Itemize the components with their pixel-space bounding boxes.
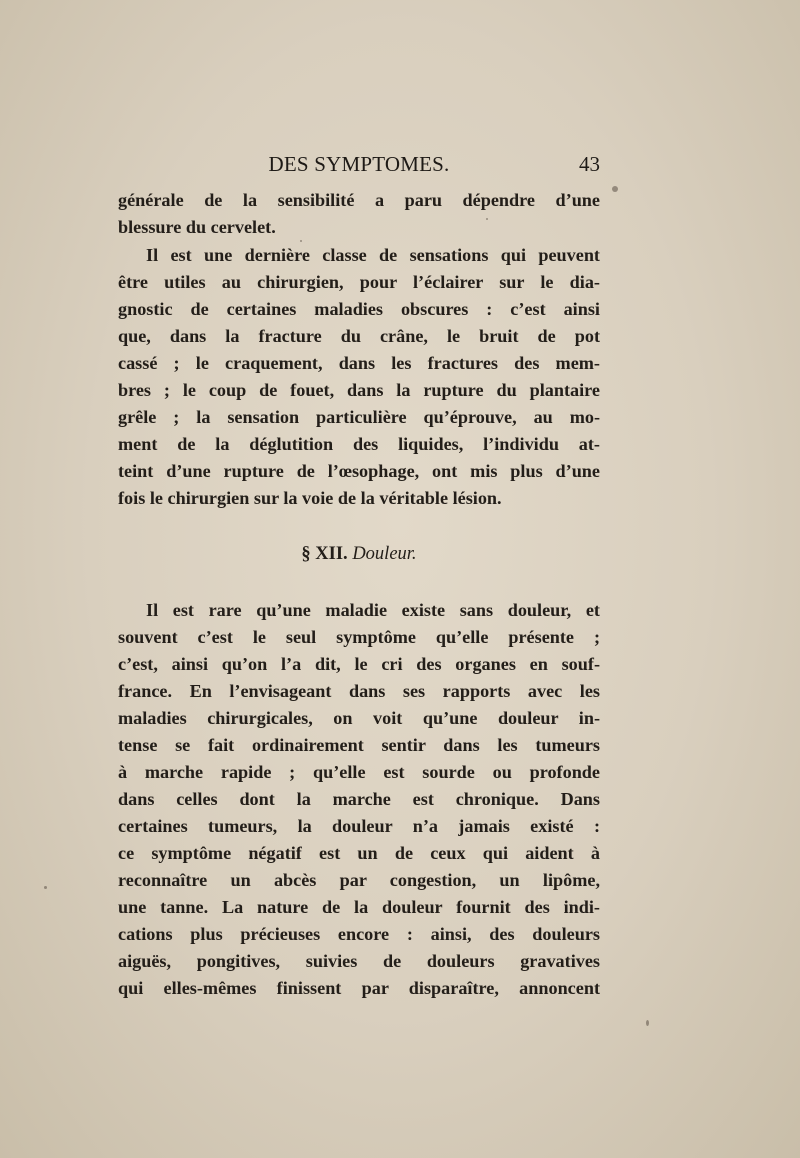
text-line: maladies chirurgicales, on voit qu’une douleur in- xyxy=(118,708,600,728)
paragraph-sensations xyxy=(118,242,600,512)
paragraph-continuation xyxy=(118,187,600,241)
paper-speck xyxy=(612,186,618,192)
paper-speck xyxy=(646,1020,649,1026)
page-number: 43 xyxy=(579,152,600,176)
text-line: dans celles dont la marche est chronique. Dans xyxy=(118,789,600,809)
text-line: blessure du cervelet. xyxy=(118,217,276,237)
text-line: tense se fait ordinairement sentir dans les tumeurs xyxy=(118,735,600,755)
running-title: DES SYMPTOMES. xyxy=(268,152,450,176)
text-line: qui elles-mêmes finissent par disparaître, annoncent xyxy=(118,978,600,998)
text-line: aiguës, pongitives, suivies de douleurs gravatives xyxy=(118,951,600,971)
text-line: Il est rare qu’une maladie existe sans douleur, et xyxy=(146,600,600,620)
text-line: Il est une dernière classe de sensations qui peuvent xyxy=(146,245,600,265)
text-line: cassé ; le craquement, dans les fractures des mem- xyxy=(118,353,600,373)
text-line: france. En l’envisageant dans ses rapports avec les xyxy=(118,681,600,701)
paper-speck xyxy=(486,218,488,220)
text-line: bres ; le coup de fouet, dans la rupture du plantaire xyxy=(118,380,600,400)
text-line: gnostic de certaines maladies obscures : c’est ainsi xyxy=(118,299,600,319)
section-heading xyxy=(118,544,600,565)
section-number: § XII. xyxy=(301,544,348,564)
page-header xyxy=(118,152,600,182)
text-line: teint d’une rupture de l’œsophage, ont mis plus d’une xyxy=(118,461,600,481)
text-line: une tanne. La nature de la douleur fournit des indi- xyxy=(118,897,600,917)
paragraph-douleur xyxy=(118,597,600,1002)
text-line: c’est, ainsi qu’on l’a dit, le cri des organes en souf- xyxy=(118,654,600,674)
text-line: grêle ; la sensation particulière qu’éprouve, au mo- xyxy=(118,407,600,427)
paper-speck xyxy=(300,240,302,242)
text-line: fois le chirurgien sur la voie de la véritable lésion. xyxy=(118,488,502,508)
text-line: que, dans la fracture du crâne, le bruit de pot xyxy=(118,326,600,346)
text-line: ce symptôme négatif est un de ceux qui aident à xyxy=(118,843,600,863)
text-line: reconnaître un abcès par congestion, un lipôme, xyxy=(118,870,600,890)
text-line: certaines tumeurs, la douleur n’a jamais existé : xyxy=(118,816,600,836)
text-line: cations plus précieuses encore : ainsi, des douleurs xyxy=(118,924,600,944)
section-title: Douleur. xyxy=(352,544,417,564)
text-line: souvent c’est le seul symptôme qu’elle présente ; xyxy=(118,627,600,647)
text-line: à marche rapide ; qu’elle est sourde ou profonde xyxy=(118,762,600,782)
text-line: générale de la sensibilité a paru dépendre d’une xyxy=(118,190,600,210)
text-line: ment de la déglutition des liquides, l’individu at- xyxy=(118,434,600,454)
paper-speck xyxy=(44,886,47,889)
text-line: être utiles au chirurgien, pour l’éclairer sur le dia- xyxy=(118,272,600,292)
